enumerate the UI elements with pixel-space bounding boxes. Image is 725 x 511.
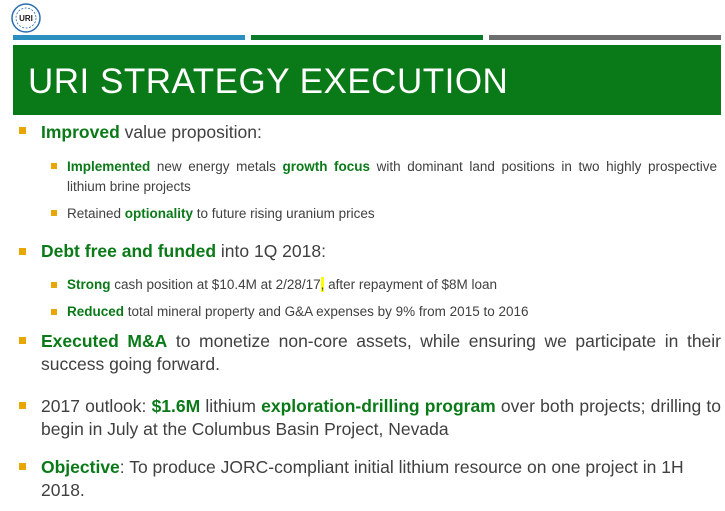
bold-text: $1.6M	[151, 396, 201, 416]
bullet-outlook	[41, 395, 721, 441]
sub-bullet-marker	[51, 282, 57, 288]
bold-text: Executed M&A	[41, 331, 168, 351]
uri-logo	[10, 2, 42, 34]
logo-text: URI	[19, 14, 33, 23]
bullet-marker	[19, 127, 26, 134]
highlighted-text: ,	[320, 277, 325, 292]
bullet-objective	[41, 456, 721, 502]
plain-text: over both projects; drilling to begin in July at the Columbus Basin Project, Nevada	[41, 396, 721, 439]
bullet-improved	[41, 121, 721, 144]
slide-title: URI STRATEGY EXECUTION	[28, 62, 509, 101]
bold-text: Implemented	[67, 159, 151, 174]
bold-text: exploration-drilling program	[261, 396, 496, 416]
plain-text: to future rising uranium prices	[193, 206, 375, 221]
plain-text: 2017 outlook:	[41, 396, 152, 416]
plain-text: after repayment of $8M loan	[324, 277, 497, 292]
bold-text: Improved	[41, 122, 120, 142]
plain-text: cash position at $10.4M at 2/28/17	[110, 277, 321, 292]
sub-bullet-strong	[67, 275, 717, 295]
accent-bar-gray	[489, 35, 721, 40]
plain-text: to monetize non-core assets, while ensuring we participate in their success going forward.	[41, 331, 721, 374]
plain-text: value proposition:	[119, 122, 262, 142]
accent-bar-green	[251, 35, 483, 40]
bullet-marker	[19, 248, 26, 255]
bold-text: growth focus	[282, 159, 371, 174]
bold-text: Objective	[41, 457, 120, 477]
bold-text: Reduced	[67, 304, 125, 319]
plain-text: lithium	[200, 396, 262, 416]
plain-text: new energy metals	[150, 159, 283, 174]
plain-text: : To produce JORC-compliant initial lithium resource on one project in 1H 2018.	[41, 457, 684, 500]
sub-bullet-marker	[51, 309, 57, 315]
bold-text: Debt free and funded	[41, 241, 217, 261]
bullet-executed	[41, 330, 721, 376]
plain-text: into 1Q 2018:	[216, 241, 326, 261]
sub-bullet-implemented	[67, 157, 717, 197]
bullet-marker	[19, 402, 26, 409]
sub-bullet-retained	[67, 204, 717, 224]
sub-bullet-reduced	[67, 302, 717, 322]
plain-text: total mineral property and G&A expenses by 9% from 2015 to 2016	[124, 304, 529, 319]
bold-text: optionality	[124, 206, 194, 221]
accent-bar-blue	[13, 35, 245, 40]
sub-bullet-marker	[51, 210, 57, 216]
bullet-marker	[19, 463, 26, 470]
bullet-debt-free	[41, 240, 721, 263]
bullet-marker	[19, 337, 26, 344]
bold-text: Strong	[67, 277, 111, 292]
plain-text: with dominant land positions in two highly prospective lithium brine projects	[67, 159, 717, 194]
sub-bullet-marker	[51, 163, 57, 169]
plain-text: Retained	[67, 206, 125, 221]
